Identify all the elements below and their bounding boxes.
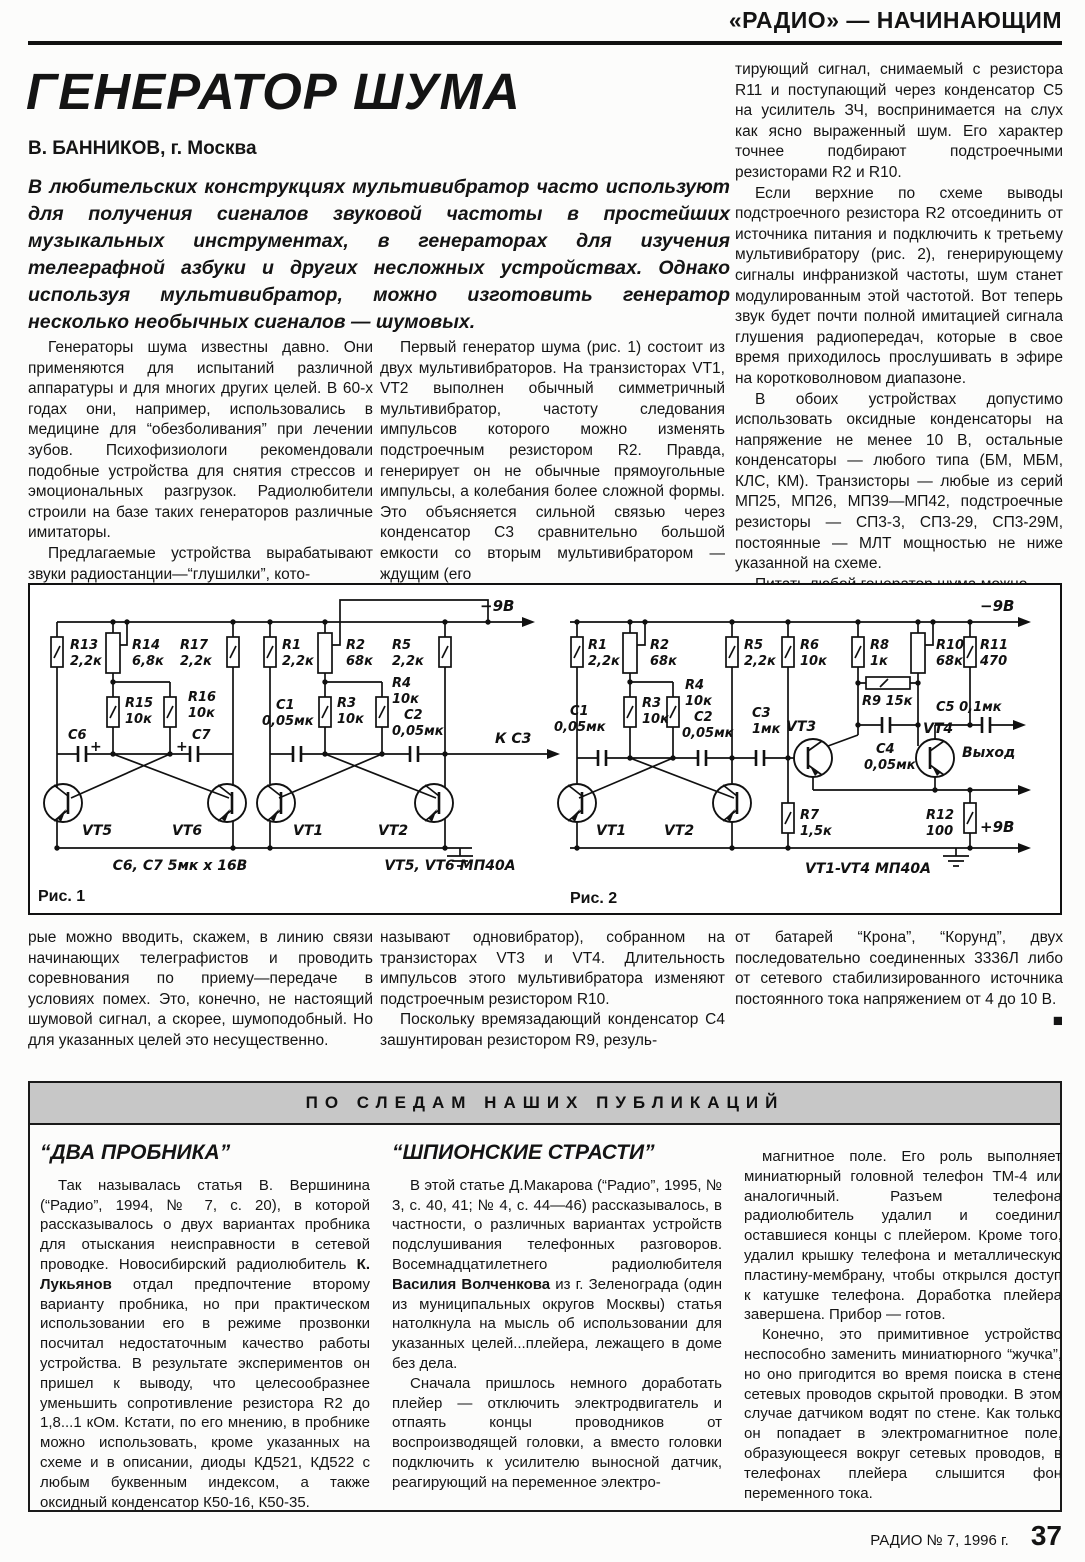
fig1-note-caps: С6, С7 5мк х 16В xyxy=(112,858,248,874)
label: 1мк xyxy=(752,722,781,737)
column-1-top xyxy=(28,338,373,581)
followup-title-2: “ШПИОНСКИЕ СТРАСТИ” xyxy=(392,1141,655,1164)
arrow-output xyxy=(1013,720,1026,730)
paragraph: Предлагаемые устройства вырабатывают звуки радиостанции—“глушилки”, кото- xyxy=(28,544,373,583)
label: R9 15к xyxy=(862,694,913,709)
column-2-bottom xyxy=(380,928,725,1076)
section-column-3 xyxy=(744,1147,1062,1503)
label: С1 xyxy=(276,698,295,713)
label: С7 xyxy=(192,728,211,743)
arrow-rail-pos xyxy=(1018,843,1031,853)
label: + xyxy=(176,739,188,755)
arrow-rail-fig1 xyxy=(522,617,535,627)
label: VT2 xyxy=(378,823,409,839)
highlighted-name: К. Лукьянов xyxy=(40,1255,370,1293)
label: R2 xyxy=(346,638,366,653)
column-2-top xyxy=(380,338,725,581)
label: R6 xyxy=(800,638,820,653)
section-title: ПО СЛЕДАМ НАШИХ ПУБЛИКАЦИЙ xyxy=(305,1093,785,1112)
paragraph: рые можно вводить, скажем, в линию связи начинающих телеграфистов и проводить соревнования по приему—передаче в условиях помех. Это, конечно, не настоящий шумовой сигнал, а скорее, шумоподобный. Но для указанных целей это несущественно. xyxy=(28,929,373,1049)
label: 68к xyxy=(346,654,373,669)
page-number: 37 xyxy=(1030,1520,1062,1551)
text-run: Так называлась статья В. Вершинина (“Радио”, 1994, № 7, с. 20), в которой рассказывалось о двух вариантах пробника для отыскания неисправности в сетевой проводке. Новосибирский радиолюбитель xyxy=(40,1176,370,1273)
label: −9В xyxy=(480,597,515,615)
label: 10к xyxy=(188,706,215,721)
label: 2,2к xyxy=(744,654,776,669)
highlighted-name: Василия Волченкова xyxy=(392,1275,551,1293)
label: 100 xyxy=(926,824,954,839)
paragraph: Конечно, это примитивное устройство неспособно заменить миниатюрного “жучка”, но оно пригодится во время поиска в стене сетевых проводов скрытой проводки. В этом случае датчиком водят по стене. Как только он попадает в электромагнитное поле, образующееся вокруг сетевых проводов, в телефонах плейера слышится фон переменного тока. xyxy=(744,1326,1062,1502)
label: R14 xyxy=(132,638,161,653)
circuit-diagram xyxy=(30,585,1060,913)
paragraph xyxy=(40,1176,370,1513)
paragraph: В обоих устройствах допустимо использовать оксидные конденсаторы на напряжение не менее 10 В, остальные конденсаторы — любого типа (БМ, МБМ, КЛС, КМ). Транзисторы — любые из серий МП25, МП26, МП39—МП42, подстроечные резисторы — СП3-3, СП3-29, СП3-29М, постоянные — МЛТ мощностью не ниже указанной на схеме. xyxy=(735,390,1063,573)
label: VT4 xyxy=(923,721,954,737)
fig1-caption: Рис. 1 xyxy=(38,888,86,905)
label: 10к xyxy=(800,654,827,669)
label: R17 xyxy=(180,638,209,653)
label: VT1 xyxy=(293,823,324,839)
journal-issue: РАДИО № 7, 1996 г. xyxy=(870,1532,1009,1549)
label: VT3 xyxy=(786,719,817,735)
section-column-2 xyxy=(392,1143,722,1493)
label: С6 xyxy=(68,728,87,743)
label: VT5 xyxy=(82,823,113,839)
label: R3 xyxy=(642,696,662,711)
label: R8 xyxy=(870,638,890,653)
text-run: В этой статье Д.Макарова (“Радио”, 1995, № 3, с. 40, 41; № 4, с. 44—46) рассказывалось, в частности, о различных вариантах устройств подслушивания телефонных разговоров. Восемнадцатилетнего радиолюбителя xyxy=(392,1176,722,1273)
label: 2,2к xyxy=(180,654,212,669)
label: R16 xyxy=(188,690,217,705)
label: R4 xyxy=(685,678,705,693)
label: VT1 xyxy=(596,823,627,839)
label: 10к xyxy=(392,692,419,707)
label: R13 xyxy=(70,638,99,653)
label: 2,2к xyxy=(70,654,102,669)
label: 1к xyxy=(870,654,888,669)
label: R7 xyxy=(800,808,820,823)
arrow-rail-neg-fig2 xyxy=(1018,617,1031,627)
fig1-note-transistors: VT5, VT6 МП40А xyxy=(384,858,516,874)
label: 470 xyxy=(980,654,1008,669)
section-band xyxy=(28,1081,1062,1125)
label: 10к xyxy=(642,712,669,727)
label: R1 xyxy=(588,638,608,653)
label: 68к xyxy=(650,654,677,669)
label: 0,05мк xyxy=(392,724,444,739)
label: + xyxy=(90,739,102,755)
label: С3 xyxy=(752,706,771,721)
followup-title-1: “ДВА ПРОБНИКА” xyxy=(40,1141,231,1164)
label: 2,2к xyxy=(588,654,620,669)
paragraph: магнитное поле. Его роль выполняет миниатюрный головной телефон ТМ-4 или аналогичный. Разъем телефона радиолюбитель удалил и соединил оставшиеся концы с плейером. Кроме того, удалил крышку телефона и металлическую пластину-мембрану, чтобы открылся доступ к катушке телефона. Доработка плейера завершена. Прибор — готов. xyxy=(744,1148,1062,1324)
text-run: из г. Зеленограда (один из муниципальных округов Москвы) статья натолкнула на мысль об использовании для указанных целей...плейера, лежащего в доме без дела. xyxy=(392,1275,722,1372)
label: R10 xyxy=(936,638,965,653)
label: R11 xyxy=(980,638,1009,653)
arrow-out-fig1 xyxy=(547,749,560,759)
section-column-1 xyxy=(40,1143,370,1512)
label: 10к xyxy=(685,694,712,709)
fig2-note-transistors: VT1-VT4 МП40А xyxy=(805,861,931,877)
label: R3 xyxy=(337,696,357,711)
page-rubric: «РАДИО» — НАЧИНАЮЩИМ xyxy=(728,7,1062,33)
label: 2,2к xyxy=(392,654,424,669)
paragraph: Сначала пришлось немного доработать плейер — отключить электродвигатель и отпаять концы проводников от воспроизводящей головки, а вместо головки подключить к усилителю выносной датчик, реагирующий на переменное электро- xyxy=(392,1374,722,1491)
paragraph xyxy=(392,1176,722,1374)
label: 0,05мк xyxy=(864,758,916,773)
label: С2 xyxy=(694,710,713,725)
label: К С3 xyxy=(495,731,532,747)
label: R2 xyxy=(650,638,670,653)
label: С1 xyxy=(570,704,589,719)
label: VT6 xyxy=(172,823,203,839)
label: 68к xyxy=(936,654,963,669)
column-3-bottom xyxy=(735,928,1063,1076)
end-of-article-marker: ■ xyxy=(1052,1011,1063,1031)
label: 6,8к xyxy=(132,654,164,669)
label: +9В xyxy=(980,818,1015,836)
paragraph: Поскольку времязадающий конденсатор С4 зашунтирован резистором R9, резуль- xyxy=(380,1011,725,1049)
label: R5 xyxy=(392,638,412,653)
paragraph: Первый генератор шума (рис. 1) состоит из двух мультивибраторов. На транзисторах VT1, VT2 выполнен обычный симметричный мультивибратор, частоту следования импульсов которого можно изменять подстроечным резистором R2. Правда, генерирует он не обычные прямоугольные импульсы, а колебания более сложной формы. Это объясняется сильной связью через конденсатор С3 сравнительно большой емкости со вторым мультивибратором — ждущим (его xyxy=(380,339,725,583)
fig2-caption: Рис. 2 xyxy=(570,890,618,907)
article-title: ГЕНЕРАТОР ШУМА xyxy=(26,63,521,120)
label: С2 xyxy=(404,708,423,723)
article-lead: В любительских конструкциях мультивибратор часто используют для получения сигналов звуковой частоты в простейших музыкальных инструментах, в генераторах для изучения телеграфной азбуки и других несложных устройствах. Однако используя мультивибратор, можно изготовить генератор несколько необычных сигналов — шумовых. xyxy=(28,176,730,333)
label: 0,05мк xyxy=(554,720,606,735)
header-rule xyxy=(28,41,1062,45)
label: R1 xyxy=(282,638,302,653)
paragraph: Генераторы шума известны давно. Они применяются для испытаний различной аппаратуры и для многих других целей. В 60-х годах они, например, использовались в медицине для “обезболивания” при лечении зубов. Психофизиологи рекомендовали подобные устройства для снятия стрессов и эмоциональных разгрузок. Радиолюбители строили на базе таких генераторов различные имитаторы. xyxy=(28,339,373,542)
label: R4 xyxy=(392,676,412,691)
label: Выход xyxy=(962,745,1016,761)
label: −9В xyxy=(980,597,1015,615)
label: 10к xyxy=(337,712,364,727)
label: С5 0,1мк xyxy=(936,700,1002,715)
label: 10к xyxy=(125,712,152,727)
column-3 xyxy=(735,60,1063,581)
label: R15 xyxy=(125,696,154,711)
label: 1,5к xyxy=(800,824,832,839)
label: R5 xyxy=(744,638,764,653)
paragraph: тирующий сигнал, снимаемый с резистора R11 и поступающий через конденсатор С5 на усилитель ЗЧ, воспринимается на слух как ясно выраженный шум. Его характер точнее подбирают подстроечными резисторами R2 и R10. xyxy=(735,61,1063,181)
text-run: отдал предпочтение второму варианту пробника, но при практическом использовании его в режиме прозвонки посчитал недостаточным качество работы устройства. В результате экспериментов он пришел к выводу, что целесообразнее уменьшить сопротивление резистора R2 до 1,8...1 кОм. Кстати, по его мнению, в пробнике можно использовать, кроме указанных на схеме и в описании, диоды КД521, КД522 с любым буквенным индексом, а также оксидный конденсатор К50-16, К50-35. xyxy=(40,1275,370,1511)
page-footer xyxy=(870,1520,1062,1552)
label: С4 xyxy=(876,742,895,757)
label: 2,2к xyxy=(282,654,314,669)
paragraph: Если верхние по схеме выводы подстроечного резистора R2 отсоединить от источника питания и подключить к третьему мультивибратору (рис. 2), генерирующему сигналы инфранизкой частоты, шум станет модулированным этой частотой. Вот теперь звук будет почти полной имитацией сигнала глушения радиопередач, которые в свое время приходилось прослушивать в эфире на коротковолновом диапазоне. xyxy=(735,184,1063,387)
article-author: В. БАННИКОВ, г. Москва xyxy=(28,138,257,159)
schematic-figure xyxy=(28,583,1062,915)
label: 0,05мк xyxy=(682,726,734,741)
label: VT2 xyxy=(664,823,695,839)
paragraph: называют одновибратор), собранном на транзисторах VT3 и VT4. Длительность импульсов этого мультивибратора изменяют подстроечным резистором R10. xyxy=(380,929,725,1008)
label: 0,05мк xyxy=(262,714,314,729)
fig1-resistors xyxy=(51,633,451,727)
paragraph: от батарей “Крона”, “Корунд”, двух последовательно соединенных 3336Л либо от сетевого стабилизированного источника постоянного тока напряжением от 4 до 10 В. xyxy=(735,929,1063,1008)
label: R12 xyxy=(926,808,955,823)
column-1-bottom xyxy=(28,928,373,1076)
arrow-bus xyxy=(1018,785,1031,795)
